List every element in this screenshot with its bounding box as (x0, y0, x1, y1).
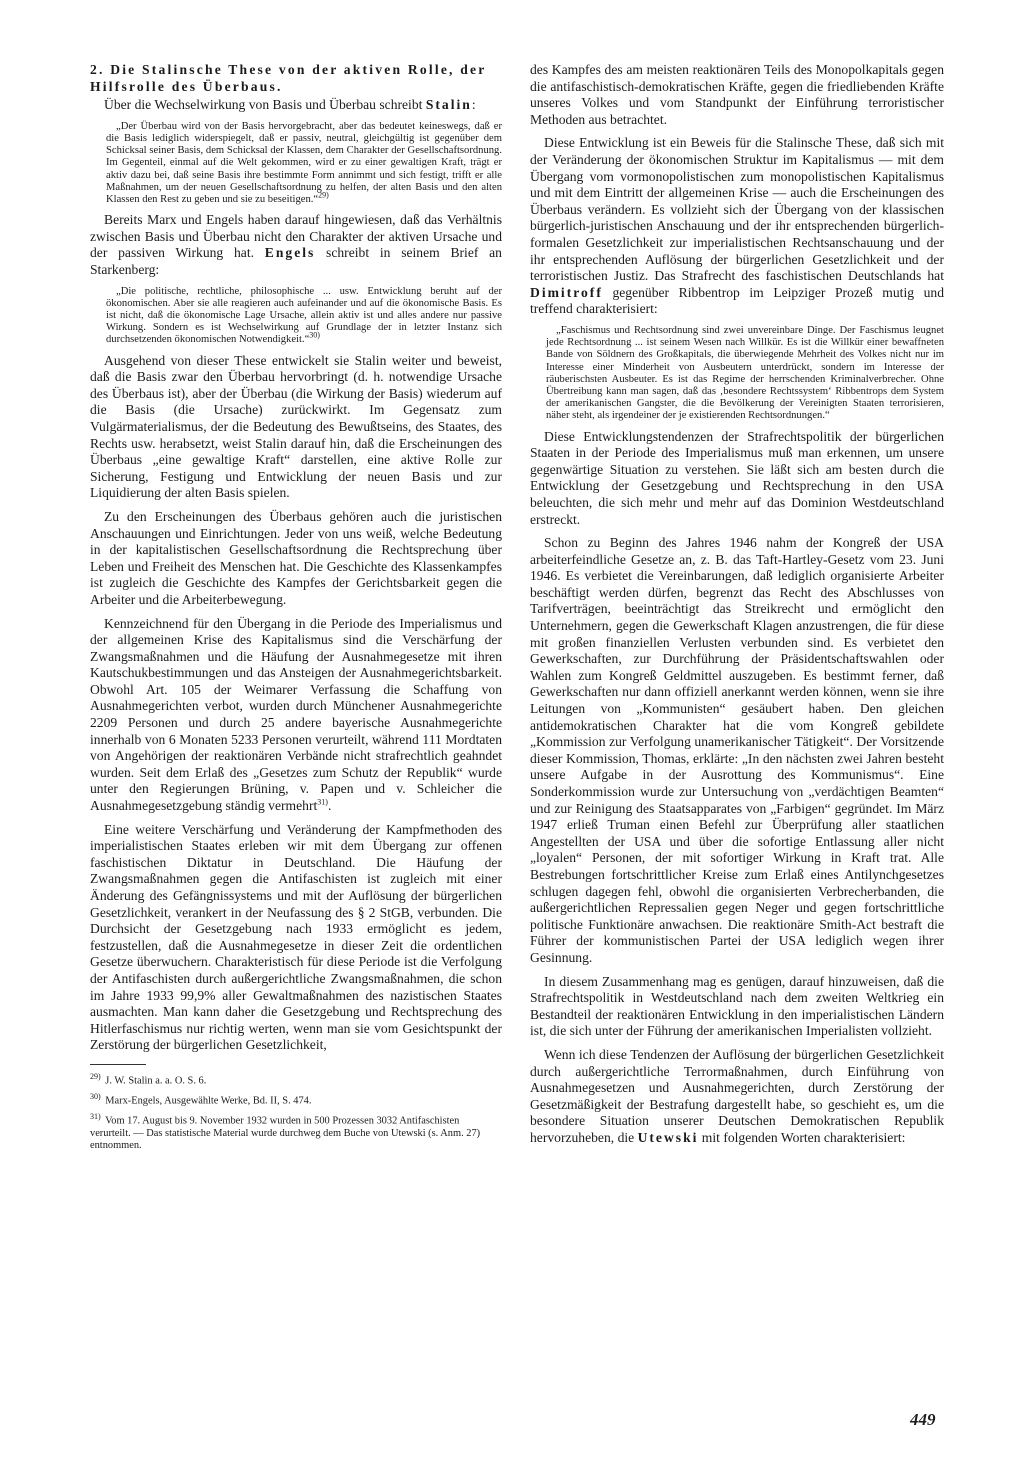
footnote-number: 30) (90, 1091, 101, 1101)
paragraph-faschismus: Eine weitere Verschärfung und Veränderung der Kampfmethoden des imperialistischen Staates erleben wir mit dem Übergang zur offenen faschistischen Diktatur in Deutschland. Die Häufung der Zwangsmaßnahmen gegen die Antifaschisten ist zugleich mit einer Änderung des Gefängnissystems und mit der Auflösung der bürgerlichen Gesetzlichkeit, verankert in der Neufassung des § 2 StGB, verbunden. Die Durchsicht der Gesetzgebung nach 1933 ermöglicht es jedem, festzustellen, daß die Ausnahmegesetze in dieser Zeit die ordentlichen Gesetze überwuchern. Charakteristisch für diese Periode ist die Verfolgung der Antifaschisten durch außergerichtliche Zwangsmaßnahmen, die schon im Jahre 1933 99,9% aller Gewaltmaßnahmen des nazistischen Staates ausmachten. Man kann daher die Gesetzgebung und Rechtsprechung des Hitlerfaschismus nur richtig werten, wenn man sie vom Gesichtspunkt der Zerstörung der bürgerlichen Gesetzlichkeit, (90, 821, 502, 1053)
stalin-quote (106, 121, 502, 206)
author-name-engels: Engels (264, 245, 316, 261)
paragraph-imperialismus (90, 616, 502, 815)
paragraph-entwicklung (530, 135, 944, 318)
paragraph-marx-engels-text: Bereits Marx und Engels haben darauf hingewiesen, daß das Verhältnis zwischen Basis und Überbau nicht den Charakter der aktiven Ursache und der passiven Wirkung hat. (90, 212, 502, 261)
author-name-utewski: Utewski (637, 1129, 699, 1145)
engels-quote-text: „Die politische, rechtliche, philosophische ... usw. Entwicklung beruht auf der ökonomischen. Aber sie alle reagieren auch aufeinander und auf die ökonomische Basis. Es ist nicht, daß die ökonomische Lage Ursache, allein aktiv ist und alles andere nur passive Wirkung. Sondern es ist Wechselwirkung auf Grundlage der in letzter Instanz sich durchsetzenden ökonomischen Notwendigkeit.“ (106, 285, 502, 346)
footnote-number: 29) (90, 1071, 101, 1081)
left-column (90, 62, 502, 1155)
footnote-text: J. W. Stalin a. a. O. S. 6. (105, 1075, 207, 1087)
page-number: 449 (910, 1410, 936, 1429)
paragraph-entwicklung-text: Diese Entwicklung ist ein Beweis für die Stalinsche These, daß sich mit der Veränderung der ökonomischen Struktur im Kapitalismus — mit dem Übergang vom vormonopolistischen zum monopolistischen Kapitalismus und mit dem Eintritt der allgemeinen Krise — auch die Erscheinungen des Überbaus verändern. Es vollzieht sich der Übergang von der klassischen bürgerlich-juristischen Anschauung und der ihr entsprechenden bürgerlich-formalen Gesetzlichkeit zur imperialistischen Rechtsanschauung und der ihr entsprechenden Auflösung der bürgerlichen Gesetzlichkeit und der terroristischen Justiz. Das Strafrecht des faschistischen Deutschlands hat (530, 135, 944, 284)
paragraph-ddr-end: mit folgenden Worten charakterisiert: (698, 1129, 906, 1145)
paragraph-imperialismus-text: Kennzeichnend für den Übergang in die Periode des Imperialismus und der allgemeinen Krise des Kapitalismus sind die Verschärfung der Zwangsmaßnahmen und die Häufung der Ausnahmegesetze mit ihren Kautschukbestimmungen und das Ansteigen der Ausnahmegerichtsbarkeit. Obwohl Art. 105 der Weimarer Verfassung die Schaffung von Ausnahmegerichten verbot, wurden durch Münchener Ausnahmegerichte 2209 Personen und durch 25 andere bayerische Ausnahmegerichte innerhalb von 6 Monaten 5233 Personen verurteilt, während 111 Mordtaten von Angehörigen der reaktionären Verbände nicht strafrechtlich geahndet wurden. Seit dem Erlaß des „Gesetzes zum Schutz der Republik“ wurde unter den Regierungen Brüning, v. Papen und v. Schleicher die Ausnahmegesetzgebung ständig vermehrt (90, 615, 502, 814)
footnote-30 (90, 1091, 502, 1108)
dimitroff-quote: „Faschismus und Rechtsordnung sind zwei unvereinbare Dinge. Der Faschismus leugnet jede Rechtsordnung ... ist seinem Wesen nach Willkür. Es ist die Willkür einer bewaffneten Bande von Söldnern des Großkapitals, die überwiegende Mehrheit des Volkes nicht nur im Interesse einer Minderheit von Ausbeutern unterdrückt, sondern im Interesse der räuberischsten Ausbeuter. Es ist das Regime der herrschenden Kriminalverbrecher. Ohne Übertreibung kann man sagen, daß das ‚besondere Rechtssystem‘ Ribbentrops dem System der amerikanischen Gangster, die die Bevölkerung der Vereinigten Staaten terrorisieren, näher steht, als irgendeiner der je existierenden Rechtsordnungen.“ (546, 324, 944, 422)
paragraph-imperialismus-end: . (327, 798, 332, 814)
author-name-stalin: Stalin (425, 97, 472, 113)
author-name-dimitroff: Dimitroff (530, 284, 603, 300)
section-title: 2. Die Stalinsche These von der aktiven Rolle, der Hilfsrolle des Überbaus. (90, 62, 487, 94)
footnote-ref-29: 29) (318, 190, 329, 200)
paragraph-ddr (530, 1047, 944, 1147)
intro-colon: : (471, 97, 476, 113)
footnote-31 (90, 1111, 502, 1153)
paragraph-continuation: des Kampfes des am meisten reaktionären Teils des Monopolkapitals gegen die antifaschistisch-demokratischen Kräfte, gegen die friedliebenden Kräfte unseres Volkes und vom Standpunkt der Einführung terroristischer Methoden aus betrachtet. (530, 62, 944, 127)
paragraph-ueberbau: Zu den Erscheinungen des Überbaus gehören auch die juristischen Anschauungen und Einrichtungen. Jeder von uns weiß, welche Bedeutung in der kapitalistischen Gesellschaftsordnung die Rechtsprechung über Leben und Freiheit des Menschen hat. Die Geschichte des Klassenkampfes ist zugleich die Geschichte des Kampfes der Gerichtsbarkeit gegen die Arbeiter und die Arbeiterbewegung. (90, 508, 502, 607)
footnote-number: 31) (90, 1111, 101, 1121)
footnote-text: Vom 17. August bis 9. November 1932 wurden in 500 Prozessen 3032 Antifaschisten verurteilt. — Das statistische Material wurde durchweg dem Buche von Utewski (s. Anm. 27) entnommen. (90, 1115, 481, 1151)
paragraph-marx-engels-end: schreibt in seinem Brief an Starkenberg: (90, 245, 502, 277)
footnote-29 (90, 1071, 502, 1088)
paragraph-marx-engels (90, 212, 502, 278)
intro-paragraph (90, 97, 502, 114)
paragraph-entwicklung-end: gegenüber Ribbentrop im Leipziger Prozeß mutig und treffend charakterisiert: (530, 284, 944, 317)
engels-quote (106, 286, 502, 347)
paragraph-strafrechtspolitik: Diese Entwicklungstendenzen der Strafrechtspolitik der bürgerlichen Staaten in der Periode des Imperialismus muß man erkennen, um unsere gegenwärtige Situation zu verstehen. Sie läßt sich am besten durch die Entwicklung der Gesetzgebung und Rechtsprechung in den USA beleuchten, die sich mehr und mehr auf das Dominion Westdeutschland erstreckt. (530, 428, 944, 527)
footnote-divider (90, 1064, 146, 1065)
paragraph-usa: Schon zu Beginn des Jahres 1946 nahm der Kongreß der USA arbeiterfeindliche Gesetze an, z. B. das Taft-Hartley-Gesetz vom 23. Juni 1946. Es verbietet die Vereinbarungen, daß lediglich organisierte Arbeiter beschäftigt werden dürfen, begrenzt das Recht des Abschlusses von Tarifverträgen, beeinträchtigt das Streikrecht und ermöglicht den Unternehmern, gegen die Gewerkschaft Klagen anzustrengen, die für diese mit großen finanziellen Verlusten verbunden sind. Es verbietet den Gewerkschaften, zur Durchführung der Präsidentschaftswahlen oder Wahlen zum Kongreß Geldmittel auszugeben. Es bestimmt ferner, daß Gewerkschaften nur dann offiziell anerkannt werden können, wenn sie ihre Leitungen von „Kommunisten“ gesäubert haben. Den gleichen antidemokratischen Charakter hat die vom Kongreß gebildete „Kommission zur Verfolgung unamerikanischer Tätigkeit“. Der Vorsitzende dieser Kommission, Thomas, erklärte: „In den nächsten zwei Jahren besteht unsere Aufgabe in der Ausrottung des Kommunismus“. Eine Sonderkommission wurde zur Untersuchung von „verdächtigen Beamten“ und zur Reinigung des Staatsapparates von „Farbigen“ gegründet. Im März 1947 erließ Truman einen Befehl zur Überprüfung aller staatlichen Angestellten der USA und über die sofortige Entlassung aller nicht „loyalen“ Personen, der mit sofortiger Wirkung in Kraft trat. Alle Bestrebungen fortschrittlicher Kreise zum Erlaß eines Antilynchgesetzes schlugen dagegen fehl, obwohl die organisierten Verbrecherbanden, die außergerichtlichen Repressalien gegen Neger und gegen fortschrittliche politische Funktionäre anwachsen. Die reaktionäre Smith-Act bestraft die Führer der kommunistischen Partei der USA lediglich wegen ihrer Gesinnung. (530, 535, 944, 965)
intro-text: Über die Wechselwirkung von Basis und Überbau schreibt (104, 97, 426, 113)
paragraph-these: Ausgehend von dieser These entwickelt sie Stalin weiter und beweist, daß die Basis zwar den Überbau hervorbringt (d. h. notwendige Ursache des Überbaus ist), aber der Überbau (die Wirkung der Basis) wiederum auf die Basis (die Ursache) zurückwirkt. Im Gegensatz zum Vulgärmaterialismus, der die Bedeutung des Bewußtseins, des Staates, des Rechts usw. herabsetzt, weist Stalin darauf hin, daß die Erscheinungen des Überbaus „eine gewaltige Kraft“ darstellen, eine aktive Rolle zur Sicherung, Festigung und Entwicklung der neuen Basis und zur Liquidierung der alten Basis spielen. (90, 352, 502, 501)
footnotes (90, 1071, 502, 1152)
footnote-ref-31: 31) (317, 797, 328, 807)
paragraph-westdeutschland: In diesem Zusammenhang mag es genügen, darauf hinzuweisen, daß die Strafrechtspolitik in Westdeutschland nach dem zweiten Weltkrieg ein Bestandteil der reaktionären Entwicklung in den imperialistischen Ländern ist, die sich unter der Führung der amerikanischen Imperialisten vollzieht. (530, 973, 944, 1039)
stalin-quote-text: „Der Überbau wird von der Basis hervorgebracht, aber das bedeutet keineswegs, daß er die Basis lediglich widerspiegelt, daß er passiv, neutral, gleichgültig ist gegenüber dem Schicksal seiner Basis, dem Schicksal der Klassen, dem Charakter der Gesellschaftsordnung. Im Gegenteil, einmal auf die Welt gekommen, wird er zu einer gewaltigen Kraft, trägt er aktiv dazu bei, daß seine Basis ihre bestimmte Form annimmt und sich festigt, trifft er alle Maßnahmen, um der neuen Gesellschaftsordnung zu helfen, der alten Basis und den alten Klassen den Rest zu geben und sie zu beseitigen.“ (106, 120, 502, 205)
right-column (530, 62, 944, 1153)
footnote-text: Marx-Engels, Ausgewählte Werke, Bd. II, S. 474. (105, 1095, 312, 1107)
paragraph-ddr-text: Wenn ich diese Tendenzen der Auflösung der bürgerlichen Gesetzlichkeit durch außergerichtliche Terrormaßnahmen, durch Einführung von Ausnahmegesetzen und Ausnahmegerichten, durch Zerstörung der Gesetzmäßigkeit der Bestrafung dargestellt habe, so geschieht es, um die besondere Situation unserer Deutschen Demokratischen Republik hervorzuheben, die (530, 1046, 944, 1145)
footnote-ref-30: 30) (309, 330, 320, 340)
